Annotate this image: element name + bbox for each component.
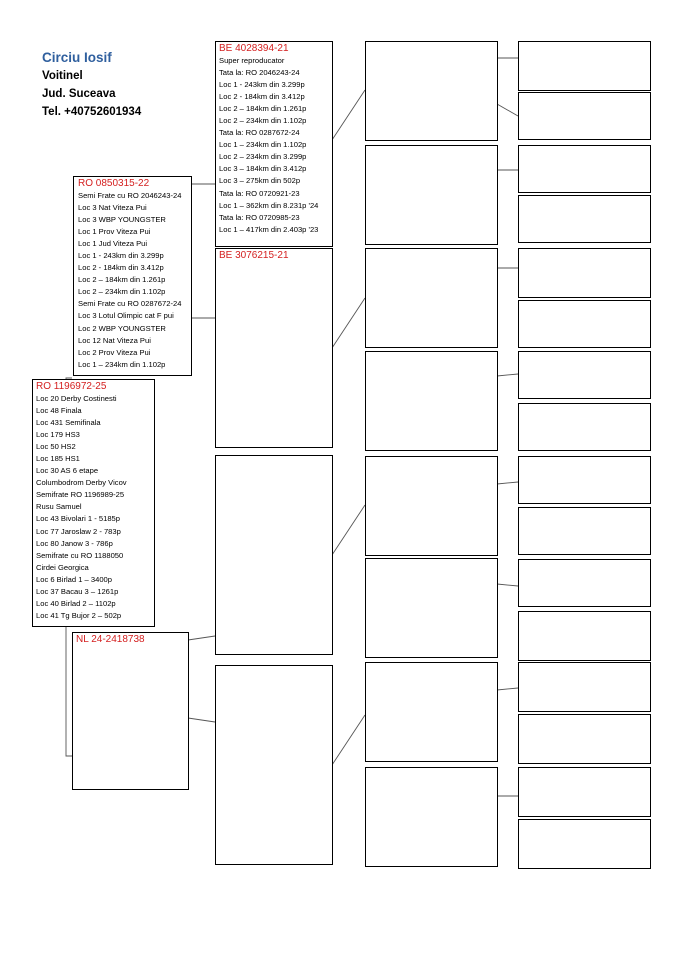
breeder-info: [42, 48, 141, 121]
achievement-line: Loc 1 Jud Viteza Pui: [78, 239, 148, 249]
achievement-line: Loc 12 Nat Viteza Pui: [78, 335, 151, 345]
pedigree-box-sire: [73, 176, 192, 376]
achievement-line: Cirdei Georgica: [36, 562, 89, 572]
pedigree-box-dam-dam: [215, 665, 333, 865]
pedigree-box-gen5: [518, 300, 651, 348]
breeder-locality: Voitinel: [42, 70, 83, 82]
achievement-line: Loc 3 WBP YOUNGSTER: [78, 215, 166, 225]
pedigree-box-gen5: [518, 92, 651, 140]
pedigree-box-gen5: [518, 145, 651, 193]
pigeon-id: BE 4028394-21: [219, 43, 289, 54]
achievement-line: Loc 3 Lotul Olimpic cat F pui: [78, 311, 174, 321]
achievement-line: Columbodrom Derby Vicov: [36, 478, 127, 488]
pedigree-box-gen5: [518, 41, 651, 91]
pedigree-box-sire-dam: [215, 248, 333, 448]
breeder-phone: Tel. +40752601934: [42, 106, 142, 118]
achievement-line: Loc 1 Prov Viteza Pui: [78, 227, 151, 237]
achievement-line: Loc 37 Bacau 3 – 1261p: [36, 586, 119, 596]
breeder-name: Circiu Iosif: [42, 50, 112, 65]
achievement-line: Loc 80 Janow 3 - 786p: [36, 538, 113, 548]
pedigree-box-sire-sire: [215, 41, 333, 247]
achievement-line: Loc 3 – 275km din 502p: [219, 176, 301, 186]
achievement-line: Tata la: RO 0287672-24: [219, 128, 300, 138]
achievement-line: Loc 41 Tg Bujor 2 – 502p: [36, 610, 122, 620]
achievement-line: Loc 185 HS1: [36, 454, 80, 464]
achievement-line: Loc 2 – 234km din 1.102p: [219, 116, 307, 126]
pedigree-box-gen5: [518, 714, 651, 764]
achievement-line: Loc 3 Nat Viteza Pui: [78, 203, 147, 213]
achievement-line: Loc 2 – 234km din 3.299p: [219, 152, 307, 162]
pigeon-id: NL 24-2418738: [76, 634, 145, 645]
achievement-line: Loc 1 - 243km din 3.299p: [78, 251, 164, 261]
achievement-line: Semifrate cu RO 1188050: [36, 550, 124, 560]
pedigree-box-gen4: [365, 662, 498, 762]
achievement-line: Loc 179 HS3: [36, 430, 80, 440]
achievement-line: Semifrate RO 1196989-25: [36, 490, 125, 500]
pedigree-box-subject: [32, 379, 155, 627]
achievement-line: Loc 20 Derby Costinesti: [36, 394, 117, 403]
achievement-line: Loc 2 WBP YOUNGSTER: [78, 323, 166, 333]
achievement-line: Loc 2 – 184km din 1.261p: [219, 104, 307, 114]
achievement-line: Loc 48 Finala: [36, 406, 82, 416]
pedigree-box-gen5: [518, 507, 651, 555]
pedigree-box-gen5: [518, 559, 651, 607]
achievement-line: Loc 30 AS 6 etape: [36, 466, 99, 476]
achievement-line: Loc 43 Bivolari 1 - 5185p: [36, 514, 121, 524]
pedigree-box-dam-sire: [215, 455, 333, 655]
achievement-line: Loc 6 Birlad 1 – 3400p: [36, 574, 112, 584]
achievement-line: Loc 40 Birlad 2 – 1102p: [36, 598, 116, 608]
pedigree-box-gen4: [365, 41, 498, 141]
achievement-line: Loc 50 HS2: [36, 442, 76, 452]
achievement-line: Tata la: RO 2046243-24: [219, 68, 300, 78]
achievement-line: Loc 2 Prov Viteza Pui: [78, 347, 151, 357]
achievement-line: Loc 431 Semifinala: [36, 418, 101, 428]
achievement-line: Loc 1 - 243km din 3.299p: [219, 80, 305, 90]
pedigree-box-gen4: [365, 351, 498, 451]
achievement-line: Loc 77 Jaroslaw 2 - 783p: [36, 526, 121, 536]
achievement-line: Loc 2 – 184km din 1.261p: [78, 275, 166, 285]
pedigree-box-gen5: [518, 611, 651, 661]
achievement-line: Tata la: RO 0720985-23: [219, 212, 300, 222]
pigeon-id: RO 0850315-22: [78, 178, 150, 189]
pedigree-box-gen5: [518, 819, 651, 869]
achievement-line: Tata la: RO 0720921-23: [219, 188, 300, 198]
achievement-line: Super reproducator: [219, 56, 285, 65]
pigeon-id: RO 1196972-25: [36, 381, 107, 392]
pedigree-box-gen5: [518, 662, 651, 712]
pedigree-box-gen4: [365, 558, 498, 658]
pedigree-box-gen5: [518, 456, 651, 504]
pigeon-id: BE 3076215-21: [219, 250, 289, 261]
pedigree-box-gen4: [365, 456, 498, 556]
breeder-county: Jud. Suceava: [42, 88, 116, 100]
pedigree-box-dam: [72, 632, 189, 790]
achievement-line: Rusu Samuel: [36, 502, 82, 512]
pedigree-box-gen4: [365, 767, 498, 867]
pedigree-box-gen4: [365, 145, 498, 245]
achievement-line: Semi Frate cu RO 2046243-24: [78, 191, 182, 200]
pedigree-box-gen5: [518, 403, 651, 451]
achievement-line: Loc 1 – 417km din 2.403p '23: [219, 224, 319, 234]
pedigree-box-gen5: [518, 248, 651, 298]
achievement-line: Loc 1 – 362km din 8.231p '24: [219, 200, 319, 210]
achievement-line: Loc 1 – 234km din 1.102p: [219, 140, 307, 150]
pedigree-box-gen5: [518, 195, 651, 243]
achievement-line: Loc 1 – 234km din 1.102p: [78, 359, 166, 369]
achievement-line: Loc 3 – 184km din 3.412p: [219, 164, 307, 174]
achievement-line: Loc 2 - 184km din 3.412p: [78, 263, 164, 273]
achievement-line: Loc 2 – 234km din 1.102p: [78, 287, 166, 297]
pedigree-box-gen5: [518, 351, 651, 399]
achievement-line: Semi Frate cu RO 0287672-24: [78, 299, 182, 309]
achievement-line: Loc 2 - 184km din 3.412p: [219, 92, 305, 102]
pedigree-box-gen4: [365, 248, 498, 348]
pedigree-box-gen5: [518, 767, 651, 817]
